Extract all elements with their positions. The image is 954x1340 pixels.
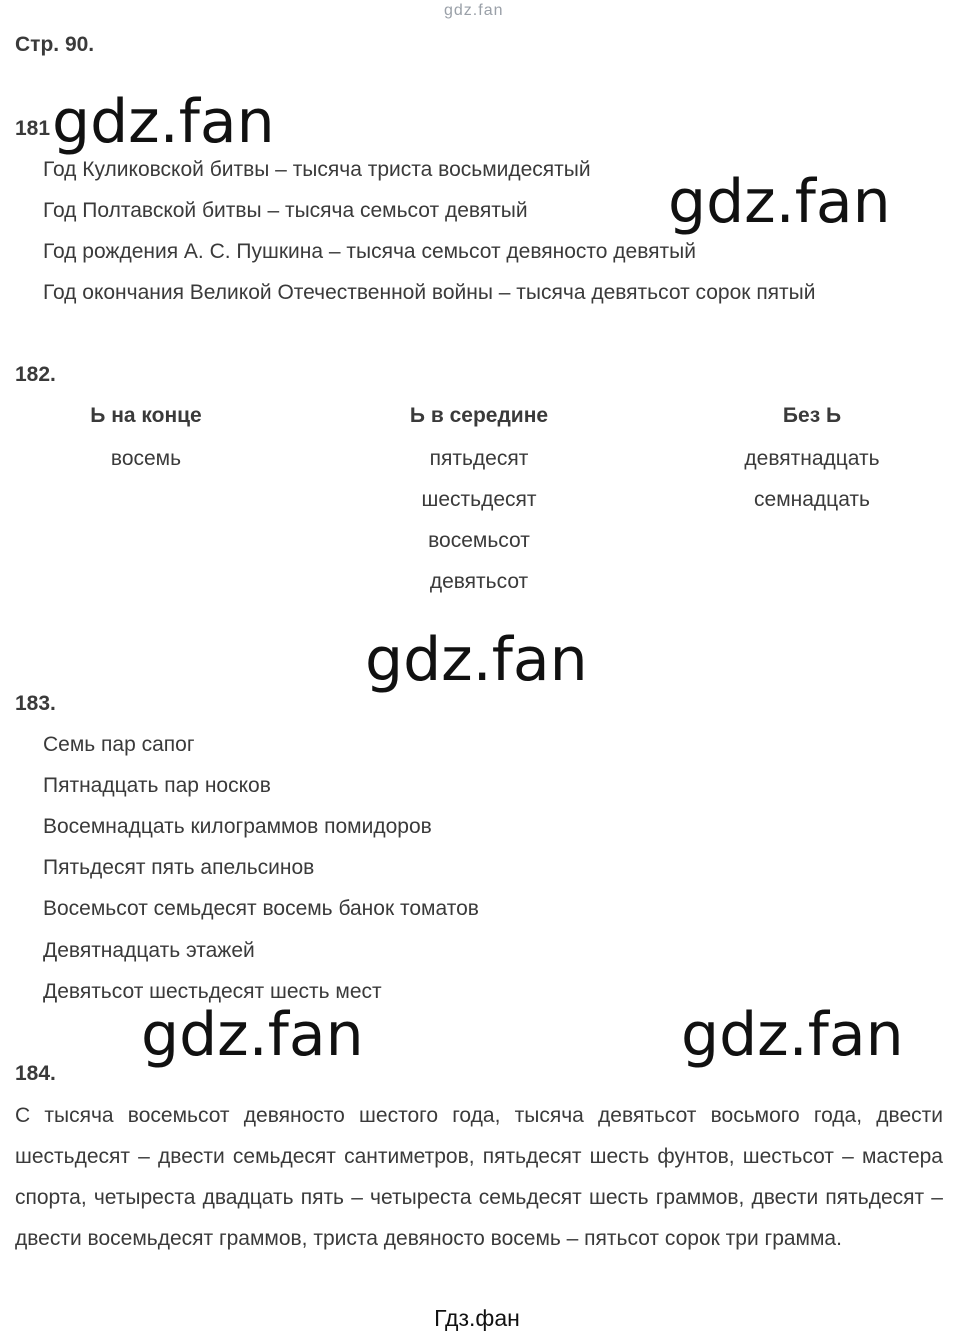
- exercise-183-line: Пятьдесят пять апельсинов: [43, 856, 315, 879]
- column-item: семнадцать: [754, 488, 870, 511]
- exercise-181-line: Год Куликовской битвы – тысяча триста восьмидесятый: [43, 158, 591, 181]
- watermark: gdz.fan: [52, 87, 275, 157]
- exercise-182-number: 182.: [15, 363, 56, 386]
- footer-watermark: Гдз.фан: [434, 1305, 520, 1331]
- exercise-183-line: Восемнадцать килограммов помидоров: [43, 815, 432, 838]
- exercise-183-line: Девятьсот шестьдесят шесть мест: [43, 980, 382, 1003]
- exercise-183-number: 183.: [15, 692, 56, 715]
- column-item: девятнадцать: [744, 447, 880, 470]
- column-item: пятьдесят: [429, 447, 529, 470]
- top-watermark: gdz.fan: [444, 2, 504, 19]
- exercise-183-line: Девятнадцать этажей: [43, 939, 255, 962]
- column-item: восемьсот: [428, 529, 530, 552]
- column-item: шестьдесят: [421, 488, 537, 511]
- exercise-183-line: Семь пар сапог: [43, 733, 195, 756]
- exercise-181-number: 181: [15, 117, 51, 140]
- exercise-183-line: Пятнадцать пар носков: [43, 774, 271, 797]
- exercise-181-line: Год рождения А. С. Пушкина – тысяча семьсот девяносто девятый: [43, 240, 696, 263]
- exercise-184-number: 184.: [15, 1062, 56, 1085]
- column-item: девятьсот: [429, 570, 529, 593]
- watermark: gdz.fan: [681, 1000, 904, 1070]
- page-label: Стр. 90.: [15, 33, 95, 56]
- column-item: восемь: [110, 447, 182, 470]
- exercise-183-line: Восемьсот семьдесят восемь банок томатов: [43, 897, 479, 920]
- exercise-181-line: Год окончания Великой Отечественной войны – тысяча девятьсот сорок пятый: [43, 281, 816, 304]
- exercise-184-text: С тысяча восемьсот девяносто шестого года, тысяча девятьсот восьмого года, двести шестьдесят – двести семьдесят сантиметров, пятьдесят шесть фунтов, шестьсот – мастера спорта, четыреста двадцать пять – четыреста семьдесят шесть граммов, двести пятьдесят – двести восемьдесят граммов, триста девяносто восемь – пятьсот сорок три грамма.: [15, 1104, 943, 1250]
- column-header-soft-sign-middle: Ь в середине: [409, 404, 549, 427]
- watermark: gdz.fan: [141, 1000, 364, 1070]
- watermark: gdz.fan: [668, 167, 891, 237]
- column-header-no-soft-sign: Без Ь: [782, 404, 842, 427]
- watermark: gdz.fan: [365, 625, 588, 695]
- column-header-soft-sign-end: Ь на конце: [90, 404, 202, 427]
- exercise-181-line: Год Полтавской битвы – тысяча семьсот девятый: [43, 199, 528, 222]
